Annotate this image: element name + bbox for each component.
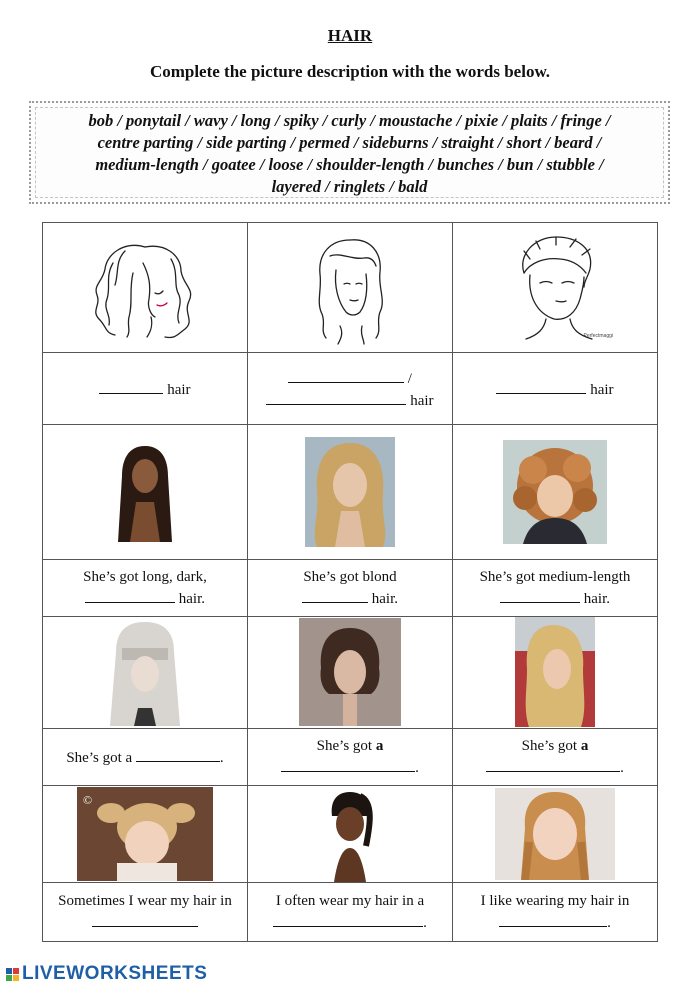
answer-row-4	[43, 882, 658, 941]
period-text: .	[423, 914, 427, 931]
image-cell-centre-parting	[248, 616, 453, 728]
wavy-hair-drawing	[85, 233, 205, 343]
suffix-text: hair.	[371, 590, 398, 607]
answer-row-1	[43, 353, 658, 425]
image-row-3	[43, 616, 658, 728]
blank-input-1[interactable]	[99, 378, 163, 394]
sentence-text: She’s got	[521, 737, 578, 754]
ponytail-hair-photo	[310, 786, 390, 882]
period-text: .	[607, 914, 611, 931]
sentence-text: I often wear my hair in a	[275, 892, 425, 909]
drawing-caption: Perfectmaggi	[583, 333, 613, 340]
answer-cell-r2c1	[43, 560, 248, 616]
word-bank-line-2: centre parting / side parting / permed / sideburns / straight / short / beard /	[97, 133, 602, 152]
sentence-text: She’s got medium-length	[479, 568, 631, 585]
sentence-text: I like wearing my hair in	[480, 892, 630, 909]
word-bank-box	[29, 101, 670, 204]
instruction-text: Complete the picture description with the words below.	[149, 62, 551, 81]
word-bank-line-3: medium-length / goatee / loose / shoulder-length / bunches / bun / stubble /	[95, 155, 604, 174]
sentence-text: She’s got	[316, 737, 373, 754]
answer-cell-r3c2	[248, 728, 453, 785]
brand-text: LIVEWORKSHEETS	[22, 963, 208, 984]
answer-cell-r1c3	[453, 353, 658, 425]
bold-article: a	[580, 737, 589, 754]
blank-input-8[interactable]	[281, 756, 415, 772]
blank-input-6[interactable]	[500, 587, 580, 603]
period-text: .	[415, 759, 419, 776]
copyright-mark: ©	[83, 792, 93, 807]
answer-cell-r1c2	[248, 353, 453, 425]
shoulder-length-hair-drawing	[300, 230, 400, 346]
blank-input-11[interactable]	[273, 911, 423, 927]
suffix-text: hair	[590, 381, 614, 398]
curly-hair-photo	[503, 440, 607, 544]
blank-input-9[interactable]	[486, 756, 620, 772]
sentence-text: She’s got long, dark,	[83, 568, 207, 585]
blank-input-12[interactable]	[499, 911, 607, 927]
image-cell-bunches	[43, 785, 248, 882]
suffix-text: hair	[410, 392, 434, 409]
worksheet-title: HAIR	[327, 26, 373, 45]
word-bank-text	[31, 110, 668, 198]
answer-cell-r4c1	[43, 882, 248, 941]
fringe-hair-photo	[102, 618, 188, 726]
image-row-4	[43, 785, 658, 882]
image-cell-wavy-drawing	[43, 223, 248, 353]
suffix-text: hair.	[178, 590, 205, 607]
image-cell-shoulder-drawing	[248, 223, 453, 353]
period-text: .	[219, 749, 224, 766]
sentence-text: She’s got a	[66, 749, 133, 766]
image-row-2	[43, 425, 658, 560]
image-cell-fringe	[43, 616, 248, 728]
image-cell-side-parting	[453, 616, 658, 728]
image-cell-ponytail	[248, 785, 453, 882]
long-dark-hair-photo	[108, 442, 182, 542]
image-row-1	[43, 223, 658, 353]
word-bank-line-4: layered / ringlets / bald	[271, 177, 428, 196]
blank-input-2b[interactable]	[266, 389, 406, 405]
slash-text: /	[407, 370, 412, 387]
period-text: .	[620, 759, 624, 776]
blank-input-3[interactable]	[496, 378, 586, 394]
liveworksheets-logo-icon	[6, 968, 19, 981]
answer-row-2	[43, 560, 658, 616]
answer-row-3	[43, 728, 658, 785]
suffix-text: hair	[167, 381, 191, 398]
liveworksheets-footer[interactable]	[6, 963, 207, 985]
blank-input-4[interactable]	[85, 587, 175, 603]
answer-cell-r2c3	[453, 560, 658, 616]
sentence-text: She’s got blond	[303, 568, 397, 585]
blank-input-5[interactable]	[302, 587, 368, 603]
plaits-hair-photo	[495, 788, 615, 880]
suffix-text: hair.	[583, 590, 610, 607]
bold-article: a	[375, 737, 384, 754]
answer-cell-r4c3	[453, 882, 658, 941]
answer-cell-r4c2	[248, 882, 453, 941]
answer-cell-r3c3	[453, 728, 658, 785]
image-cell-pixie-drawing	[453, 223, 658, 353]
word-bank-line-1: bob / ponytail / wavy / long / spiky / curly / moustache / pixie / plaits / fringe /	[88, 111, 611, 130]
blank-input-2a[interactable]	[288, 367, 404, 383]
exercise-grid	[42, 222, 658, 942]
blank-input-7[interactable]	[136, 746, 220, 762]
bunches-hair-photo	[77, 787, 213, 881]
image-cell-plaits	[453, 785, 658, 882]
answer-cell-r3c1	[43, 728, 248, 785]
blank-input-10[interactable]	[92, 911, 198, 927]
image-cell-curly	[453, 425, 658, 560]
image-cell-blond	[248, 425, 453, 560]
answer-cell-r2c2	[248, 560, 453, 616]
answer-cell-r1c1	[43, 353, 248, 425]
sentence-text: Sometimes I wear my hair in	[58, 892, 232, 909]
side-parting-hair-photo	[515, 617, 595, 727]
blond-hair-photo	[305, 437, 395, 547]
centre-parting-hair-photo	[299, 618, 401, 726]
image-cell-long-dark	[43, 425, 248, 560]
